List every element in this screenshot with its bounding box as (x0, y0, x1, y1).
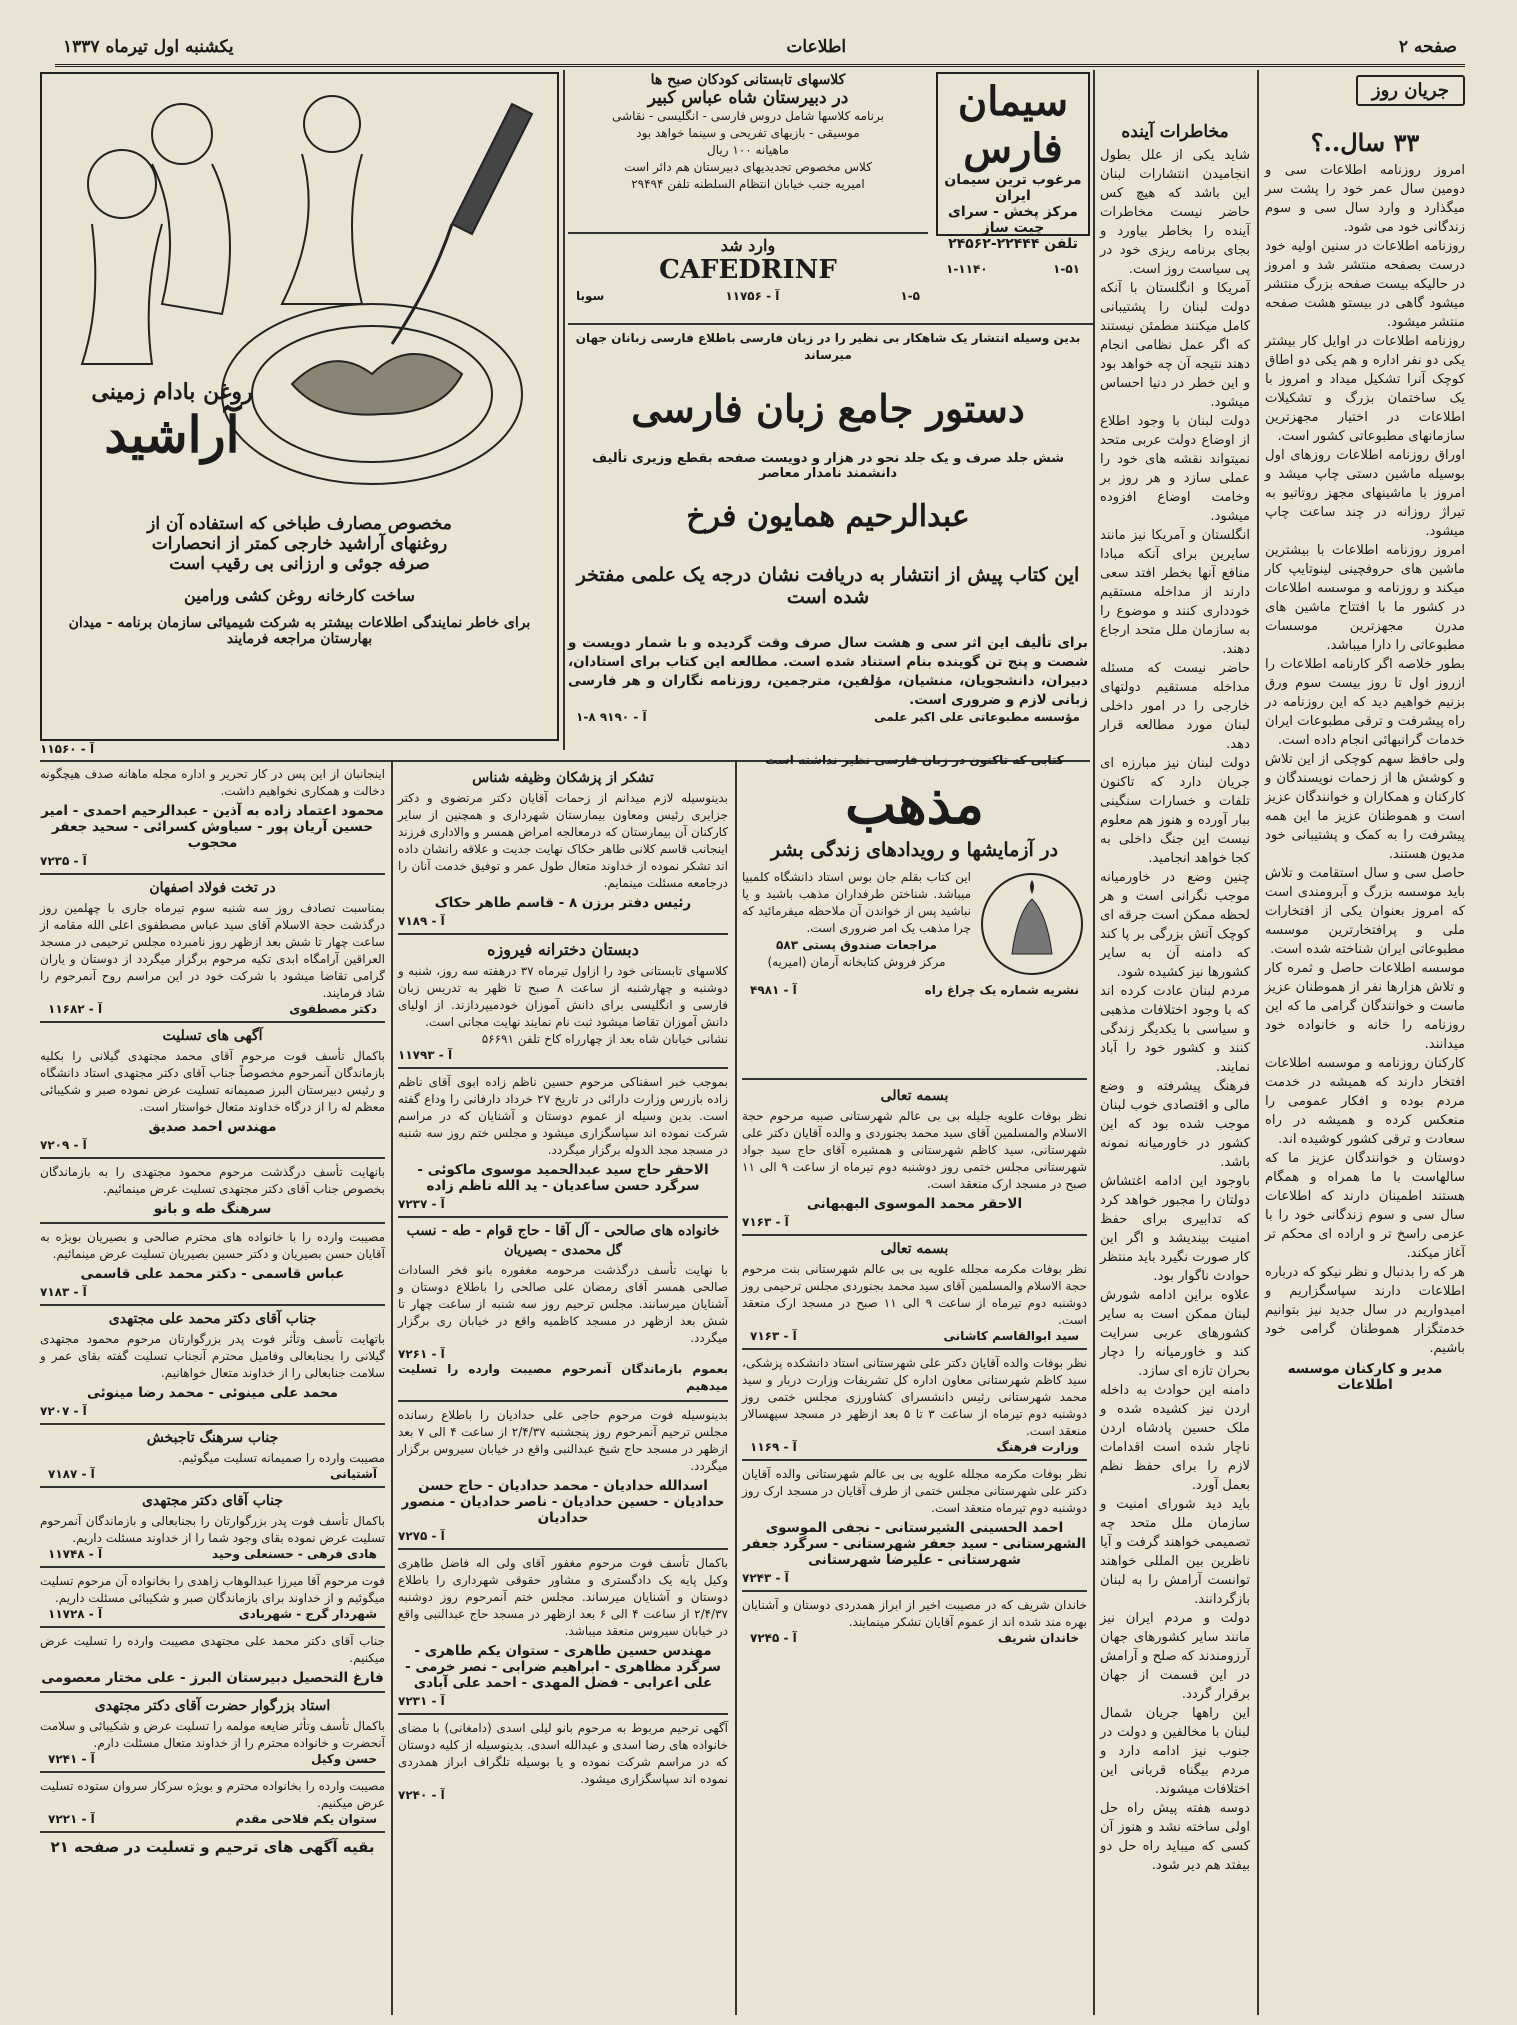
book-ad-author: عبدالرحیم همایون فرخ (686, 499, 970, 534)
commentary-paragraph: مردم لبنان عادت کرده اند که با وجود اختلافات مذهبی و سیاسی با یکدیگر زندگی کنند و کشور خود را آباد نمایند. (1100, 984, 1250, 1075)
notice-text: نظر بوفات علویه جلیله بی بی عالم شهرستانی صبیه مرحوم حجة الاسلام والمسلمین آقای سید محمد بجنوردی و والده آقایان دکتر علی شهرستانی، سید کاظم شهرستانی و همشیره آقای حاج سید جواد شهرستانی مجلس ختمی روز دوشنبه دوم تیرماه از ساعت ۹ الی ۱۱ صبح در مسجد ارک منعقد است. (742, 1109, 1088, 1191)
paper-name: اطلاعات (786, 37, 847, 57)
bottle-icon (452, 104, 532, 234)
commentary-paragraph: این راهها جریان شمال لبنان با مخالفین و دولت در جنوب نیز ادامه دارد و مردم بیگناه قربانی این اختلافات میشوند. (1100, 1706, 1250, 1797)
religion-ad-intro: کتابی که تاکنون در زبان فارسی نظیر نداشته است (765, 753, 1064, 767)
oil-ad-line: مخصوص مصارف طباخی که استفاده آن از (147, 514, 452, 534)
summer-classes-ad (568, 72, 928, 234)
column-divider (1257, 70, 1259, 2015)
notice-code: آ - ۷۲۴۰ (398, 1788, 445, 1802)
notice-signature: حسن وکیل (311, 1752, 377, 1766)
notice-code: آ - ۷۲۴۳ (742, 1571, 789, 1585)
middle-notices-column (398, 766, 728, 2016)
drug-ad-code: آ - ۱۱۷۵۶ (725, 289, 780, 303)
man-icon (88, 150, 156, 218)
notice-text: باکمال تأسف فوت پدر بزرگوارتان را بجنابعالی و بازماندگان آنمرحوم تسلیت عرض نموده بقای وجود شما را از خداوند مسئلت داریم. (40, 1514, 385, 1545)
notice-signature: الاحقر حاج سید عبدالحمید موسوی ماکوئی - سرگرد حسن ساعدیان - ید الله ناظم زاده (417, 1162, 709, 1194)
notice-code: آ - ۱۱۶۹ (750, 1440, 797, 1454)
notice-code: آ - ۷۱۸۹ (398, 914, 445, 928)
religion-book-ad (742, 752, 1087, 1072)
notice-text: خاندان شریف که در مصیبت اخیر از ابراز همدردی دوستان و آشنایان بهره مند شده اند از عموم آقایان تشکر مینمایند. (742, 1598, 1087, 1629)
drug-ad-name: CAFEDRINF (659, 255, 837, 285)
editorial-paragraph: کارکنان روزنامه و موسسه اطلاعات افتخار دارند که همیشه در خدمت مردم بوده و افکار عمومی را منعکس کرده و همیشه در راه سعادت و ترقی کشور کوشیده اند. (1265, 1056, 1465, 1147)
notice-text: نظر بوفات مکرمه مجلله علویه بی بی عالم شهرستانی والده آقایان دکتر علی شهرستانی مجلس ختمی از طرف آقایان در مسجد ارک روز دوشنبه دوم تیرماه منعقد است. (742, 1467, 1087, 1515)
notice-signature: سرهنگ طه و بانو (153, 1201, 272, 1217)
editorial-paragraph: ولی حافظ سهم کوچکی از این تلاش و کوشش ها از زحمات نویسندگان و کارکنان و همکاران و خوانندگان عزیز است و هموطنان عزیز ما این همه پیشرفت را به کمک و پشتیبانی خود مدیون هستند. (1265, 752, 1465, 862)
column-divider (1093, 70, 1095, 2015)
notice-code: آ - ۱۱۷۴۸ (48, 1547, 103, 1561)
oil-ad-line: روغنهای آراشید خارجی کمتر از انحصارات (151, 534, 448, 554)
section-kicker: جریان روز (1356, 75, 1465, 106)
notice-text: باتهایت تأسف وتأثر فوت پدر بزرگوارتان مرحوم محمود مجتهدی گیلانی را بجنابعالی وفامیل محترم آنجناب تسلیت گفته بقای عمر و سلامت جنابعالی را از خداوند متعال خواهانیم. (40, 1332, 385, 1380)
notice-code: آ - ۷۲۰۷ (40, 1404, 87, 1418)
commentary-paragraph: دولت لبنان نیز مبارزه ای جریان دارد که تاکنون تلفات و خسارات سنگینی ببار آورده و هنوز هم معلوم نیست این جنگ داخلی به کجا خواهد انجامید. (1100, 756, 1250, 866)
editorial-closing: مدیر و کارکنان موسسه اطلاعات (1287, 1361, 1443, 1393)
notice-text: فوت مرحوم آقا میرزا عبدالوهاب زاهدی را بخانواده آن مرحوم تسلیت میگوئیم و از خداوند برای بازماندگان صبر و شکیبائی مسئلت داریم. (40, 1574, 385, 1605)
notice-title: آگهی های تسلیت (162, 1028, 263, 1044)
cement-ad-sub2: مرکز پخش - سرای چیت ساز (948, 204, 1078, 236)
notice-signature: هادی فرهی - حسنعلی وحید (212, 1547, 377, 1561)
notice-signature: مهندس احمد صدیق (148, 1119, 277, 1135)
notice-code: آ - ۷۱۶۳ (742, 1215, 789, 1229)
religion-ad-store: مرکز فروش کتابخانه آرمان (امیریه) (767, 955, 946, 969)
commentary-paragraph: دولت لبنان با وجود اطلاع از اوضاع دولت عربی متحد نمیتواند نقشه های خود را عملی سازد و هر روز بر وخامت اوضاع افزوده میشود. (1100, 414, 1250, 524)
praying-hands-icon (977, 869, 1087, 979)
book-ad-intro: بدین وسیله انتشار یک شاهکار بی نظیر را در زبان فارسی باطلاع فارسی زبانان جهان میرساند (575, 331, 1081, 362)
editorial-paragraph: روزنامه اطلاعات در اوایل کار بیشتر یکی دو نفر اداره و هم یکی دو اطاق کوچک آنرا تشکیل میداد و امروز با یک ساختمان بزرگ و تشکیلات اطلاعات در اختیار مجهزترین سازمانهای مطبوعاتی کشور است. (1265, 334, 1465, 444)
notice-title: جناب آقای دکتر محمد علی مجتهدی (108, 1311, 317, 1327)
editorial-paragraph: حاصل سی و سال استقامت و تلاش باید موسسه بزرگ و آبرومندی است که امروز بعنوان یکی از افتخارات ملی و پرافتخارترین موسسه مطبوعاتی ایران شناخته شده است. (1265, 866, 1465, 957)
notice-text: مصیبت وارده را با خانواده های محترم صالحی و بصیریان بویژه به آقایان حسن بصیریان و دکتر حسین بصیریان تسلیت عرض مینمائیم. (40, 1230, 385, 1261)
notice-text: مصیبت وارده را بخانواده محترم و بویژه سرکار سروان ستوده تسلیت عرض میکنیم. (40, 1779, 385, 1810)
notice-title: استاد بزرگوار حضرت آقای دکتر مجتهدی (94, 1698, 331, 1714)
notice-text: جناب آقای دکتر محمد علی مجتهدی مصیبت وارده را تسلیت عرض میکنیم. (40, 1634, 385, 1665)
commentary-title: مخاطرات آینده (1121, 122, 1229, 142)
notices-footer: بقیه آگهی های ترحیم و تسلیت در صفحه ۲۱ (50, 1838, 375, 1856)
column-divider (391, 760, 393, 2015)
notice-signature: آشتیانی (330, 1467, 377, 1481)
oil-ad-line: صرفه جوئی و ارزانی بی رقیب است (169, 554, 430, 574)
notice-code: آ - ۷۱۶۳ (750, 1329, 797, 1343)
notice-signature: محمود اعتماد زاده به آذین - عبدالرحیم احمدی - امیر حسین آریان پور - سیاوش کسرائی - سحید جعفر محجوب (41, 803, 384, 851)
book-ad-desc: شش جلد صرف و یک جلد نحو در هزار و دویست صفحه بقطع وزیری تألیف دانشمند نامدار معاصر (591, 451, 1065, 481)
notice-text: مصیبت وارده را صمیمانه تسلیت میگوئیم. (178, 1451, 385, 1465)
book-ad-code: آ - ۹۱۹۰ ۸-۱ (576, 710, 647, 724)
classes-ad-line: ماهیانه ۱۰۰ ریال (707, 143, 789, 157)
book-ad-award: این کتاب پیش از انتشار به دریافت نشان درجه یک علمی مفتخر شده است (576, 564, 1080, 608)
notice-signature: ستوان یکم فلاحی مقدم (235, 1812, 377, 1826)
issue-date: یکشنبه اول تیرماه ۱۳۳۷ (63, 37, 234, 57)
notice-code: آ - ۷۲۳۵ (40, 854, 87, 868)
commentary-paragraph: باید دید شورای امنیت و سازمان ملل متحد چه تصمیمی خواهند گرفت و آیا ناظرین بین المللی خواهند توانست آرامش را به لبنان بازگردانند. (1100, 1497, 1250, 1607)
notice-text: اینجانبان از این پس در کار تحریر و اداره مجله ماهانه صدف هیچگونه دخالت و همکاری نخواهیم داشت. (40, 767, 385, 798)
editorial-title: ۳۳ سال..؟ (1310, 128, 1420, 157)
notice-text: بدینوسیله فوت مرحوم حاجی علی حدادیان را باطلاع رسانده مجلس ترحیم آنمرحوم روز پنجشنبه ۲/۴/۳۷ از ساعت ۴ الی ۷ بعد ازظهر در مسجد حاج شیخ عبدالنبی واقع در خیابان سیروس برگزار میگردد. (398, 1408, 728, 1473)
notice-signature: محمد علی مینوئی - محمد رضا مینوئی (86, 1385, 339, 1401)
notice-code: آ - ۱۱۷۲۸ (48, 1607, 103, 1621)
notice-text: باکمال تأسف فوت مرحوم مغفور آقای ولی اله فاضل طاهری وکیل پایه یک دادگستری و مشاور حقوقی شهرداری را باطلاع دوستان و آشنایان میرساند. مجلس ختم آنمرحوم روز دوشنبه ۲/۴/۳۷ از ساعت ۴ الی ۶ بعد ازظهر در مسجد حاج عبدالنبی واقع در خیابان سیروس منعقد میباشد. (398, 1556, 728, 1638)
cement-ad-code: ۱-۵۱ (1053, 262, 1080, 276)
commentary-paragraph: دامنه این حوادث به داخله اردن نیز کشیده شده و ملک حسین پادشاه اردن ناچار شده است اقدامات لازم را برای حفظ نظم بعمل آورد. (1100, 1383, 1250, 1493)
notice-signature: احمد الحسینی الشیرستانی - نجفی الموسوی الشهرستانی - سید جعفر شهرستانی - سرگرد جعفر شهرستانی - علیرضا شهرستانی (743, 1520, 1086, 1568)
notice-signature: شهردار گرج - شهربادی (238, 1607, 377, 1621)
notice-subtitle: گل محمدی - بصیریان (504, 1243, 622, 1258)
section-divider (568, 323, 1093, 325)
notice-text: باکمال تأسف فوت مرحوم آقای محمد مجتهدی گیلانی را بکلیه بازماندگان آنمرحوم مخصوصاً جناب آقای دکتر مجتهدی استاد دانشگاه و رئیس دبیرستان البرز صمیمانه تسلیت عرض نموده صبر و شکیبائی معظم له را از درگاه خداوند متعال خواستار است. (40, 1049, 385, 1114)
column-divider (735, 760, 737, 2015)
commentary-paragraph: دولت و مردم ایران نیز مانند سایر کشورهای جهان آرزومندند که صلح و آرامش در این قسمت از جهان برقرار گردد. (1100, 1611, 1250, 1702)
editorial-paragraph: امروز روزنامه اطلاعات با بیشترین ماشین های حروفچینی لینوتایپ کار میکند و روزنامه و موسسه اطلاعات در کشور ما با افتتاح ماشین های مدرن مجهزترین موسسات مطبوعاتی را دارا میباشد. (1265, 543, 1465, 653)
peanut-oil-ad (40, 72, 559, 741)
notice-text: بانهایت تأسف درگذشت مرحوم محمود مجتهدی را به بازماندگان بخصوص جناب آقای دکتر مجتهدی تسلیت عرض مینمائیم. (40, 1165, 385, 1196)
notice-code: آ - ۷۱۸۳ (40, 1285, 87, 1299)
notice-title: خانواده های صالحی - آل آقا - حاج قوام - طه - نسب (406, 1223, 720, 1239)
page-number: صفحه ۲ (1398, 37, 1457, 57)
mourning-notices-column (742, 1084, 1087, 2014)
notice-code: آ - ۷۲۳۱ (398, 1694, 445, 1708)
notice-signature: رئیس دفتر برزن ۸ - قاسم طاهر حکاک (434, 895, 692, 911)
notice-signature: فارغ التحصیل دبیرستان البرز - علی مختار معصومی (41, 1670, 384, 1686)
classes-ad-line: برنامه کلاسها شامل دروس فارسی - انگلیسی - نقاشی (612, 109, 884, 123)
chef-icon (152, 104, 212, 164)
grammar-book-ad (568, 330, 1088, 740)
notice-code: آ - ۷۲۶۱ (398, 1347, 445, 1361)
cement-ad-sub1: مرغوب ترین سیمان ایران (944, 172, 1082, 204)
notice-closing: بعموم بازماندگان آنمرحوم مصیبت وارده را تسلیت میدهیم (398, 1362, 728, 1393)
cement-ad (936, 72, 1090, 276)
classes-ad-school: در دبیرستان شاه عباس کبیر (647, 88, 849, 108)
editorial-paragraph: دوستان و خوانندگان عزیز ما که سالهاست با ما همراه و همگام هستند اطمینان دارند که اطلاعات سال سی و سوم زندگانی خود را با عزمی راسخ تر و اراده ای محکم تر آغاز میکند. (1265, 1151, 1465, 1261)
commentary-paragraph: باوجود این ادامه اغتشاش دولتان را مجبور خواهد کرد که تدابیری برای حفظ امنیت بیندیشد و اگر این کار صورت نگیرد باید منتظر حوادث ناگوار بود. (1100, 1174, 1250, 1284)
classes-ad-line: امیریه جنب خیابان انتظام السلطنه تلفن ۲۹۴۹۴ (631, 177, 865, 191)
classes-ad-line: کلاس مخصوص تجدیدیهای دبیرستان هم دائر است (624, 160, 872, 174)
notice-title: جناب سرهنگ تاجبخش (146, 1430, 279, 1446)
notice-signature: خاندان شریف (997, 1631, 1079, 1645)
religion-ad-code: آ - ۴۹۸۱ (750, 983, 797, 997)
notice-code: آ - ۱۱۷۹۳ (398, 1048, 453, 1062)
religion-ad-series: نشریه شماره یک چراغ راه (924, 983, 1079, 997)
woman-icon (304, 96, 360, 152)
notice-title: در تخت فولاد اصفهان (149, 880, 276, 896)
notice-text: کلاسهای تابستانی خود را ازاول تیرماه ۳۷ درهفته سه روز، شنبه و دوشنبه و چهارشنبه از ساعت ۸ صبح تا ظهر به تدریس زبان فارسی و انگلیسی برای دانش آموزان خودمیپردازند. از اولیای دانش آموزان تقاضا میشود ثبت نام نمایند نهایت مجانی است. (398, 964, 729, 1029)
notice-signature: الاحقر محمد الموسوی البهبهانی (806, 1196, 1023, 1212)
notices-column (40, 766, 385, 2016)
notice-signature: اسدالله حدادیان - محمد حدادیان - حاج حسن حدادیان - حسین حدادیان - ناصر حدادیان - منصور حدادیان (401, 1478, 725, 1526)
drug-ad (568, 236, 928, 320)
notice-code: آ - ۷۲۴۵ (750, 1631, 797, 1645)
drug-ad-arrived: وارد شد (720, 236, 776, 255)
commentary-paragraph: انگلستان و آمریکا نیز مانند سایرین برای آنکه مبادا منافع آنها بخطر افتد سعی دارند از مداخله مستقیم خودداری کنند و موضوع را به سازمان ملل متحد ارجاع دهند. (1100, 528, 1250, 657)
editorial-paragraph: روزنامه اطلاعات در سنین اولیه خود درست بصفحه منتشر شد و امروز در حالیکه بیست صفحه بزرگ منتشر میشود گاهی در بیستو هشت صفحه منتشر میشود. (1265, 239, 1465, 330)
commentary-column (1100, 118, 1250, 2015)
editorial-paragraph: اوراق روزنامه اطلاعات روزهای اول بوسیله ماشین دستی چاپ میشد و امروز با ماشینهای مجهز روتاتیو به تیراژ روزانه در چند ساعت چاپ میشود. (1265, 448, 1465, 539)
notice-signature: وزارت فرهنگ (996, 1440, 1079, 1454)
commentary-paragraph: فرهنگ پیشرفته و وضع مالی و اقتصادی خوب لبنان موجب شده بود که این کشور در خاورمیانه نمونه باشد. (1100, 1079, 1250, 1170)
religion-ad-text: این کتاب بقلم جان بوس استاد دانشگاه کلمبیا میباشد. شناختن طرفداران مذهب باشید و یا نباشید پس از خواندن آن ملاحظه میفرمائید که چرا مذهب یک امر ضروری است. (742, 870, 971, 935)
notice-signature: مهندس حسین طاهری - ستوان یکم طاهری - سرگرد مظاهری - ابراهیم ضرابی - نصر خرمی - علی اعرابی - فضل المهدی - احمد علی آبادی (405, 1643, 721, 1691)
notice-text: بموجب خبر اسفناکی مرحوم حسین ناظم زاده ابوی آقای ناظم زاده بازرس وزارت دارائی در تاریخ ۲۷ خرداد دارفانی را وداع گفته است. بدین وسیله از عموم دوستان و آشنایان که در مراسم شرکت نموده اند سپاسگزاری میشود و مجلس ختم روز سه شنبه در مسجد مجد الدوله برگزار میگردد. (398, 1075, 728, 1157)
oil-ad-line: برای خاطر نمایندگی اطلاعات بیشتر به شرکت شیمیائی سازمان برنامه - میدان بهارستان مراجعه فرمایند (68, 615, 531, 647)
notice-address: نشانی خیابان شاه بعد از چهارراه کاخ تلفن ۵۶۶۹۱ (481, 1032, 728, 1046)
notice-text: نظر بوفات مکرمه مجلله علویه بی بی عالم شهرستانی بنت مرحوم حجة الاسلام والمسلمین آقای سید محمد بجنوردی مجلس ترحیمی روز دوشنبه دوم تیرماه از ساعت ۹ الی ۱۱ صبح در مسجد ارک منعقد است. (742, 1262, 1088, 1327)
book-ad-text: برای تألیف این اثر سی و هشت سال صرف وقت گردیده و با شمار دویست و شصت و پنج تن گوینده بنام استناد شده است. مطالعه این کتاب برای استادان، دبیران، دانشجویان، منشیان، مؤلفین، مترجمین، روزنامه نگاران و هر فارسی زبانی لازم و ضروری است. (568, 635, 1088, 708)
notice-title: جناب آقای دکتر مجتهدی (141, 1493, 284, 1509)
notice-code: آ - ۷۲۲۱ (48, 1812, 95, 1826)
notice-text: با نهایت تأسف درگذشت مرحومه مغفوره بانو فخر السادات صالحی همسر آقای رمضان علی صالحی را باطلاع دوستان و آشنایان میرسانند. مجلس ترحیم روز سه شنبه از ساعت چهار تا شش بعد ازظهر در مسجد کاظمیه واقع در خیابان ری برگزار میگردد. (398, 1263, 728, 1345)
section-divider (742, 1078, 1087, 1080)
classes-ad-line: موسیقی - بازیهای تفریحی و سینما خواهد بود (636, 126, 860, 140)
commentary-paragraph: آمریکا و انگلستان با آنکه دولت لبنان را پشتیبانی کامل میکنند مطمئن نیستند که اگر عمل نظامی انجام دهند نتیجه آن چه خواهد بود و این خطر در دنیا احساس میشود. (1100, 281, 1250, 410)
oil-ad-pre: روغن بادام زمینی (91, 379, 253, 405)
notice-code: آ - ۷۲۳۷ (398, 1197, 445, 1211)
editorial-paragraph: موسسه اطلاعات حاصل و ثمره کار و تلاش هزارها نفر از هموطنان عزیز ماست و خوانندگان گرامی ما که این روزنامه را خانه و خانواده خود میدانند. (1265, 961, 1465, 1052)
notice-signature: عباس قاسمی - دکتر محمد علی قاسمی (80, 1266, 345, 1282)
oil-ad-line: ساخت کارخانه روغن کشی ورامین (184, 586, 415, 605)
notice-text: بدینوسیله لازم میدانم از زحمات آقایان دکتر مرتضوی و دکتر جزایری رئیس ومعاون بیمارستان شهرداری و همچنین از سایر کارکنان آن بیمارستان که درمعالجه امراض همسر و والاداری فرزند اینجانب قاسم کلانی طاهر حکاک نهایت جدیت و علاقه رانشان داده اند تشکر نموده از خداوند متعال طول عمر و توفیق خدمت آنان را درجامعه مسئلت مینمایم. (398, 791, 728, 890)
notice-code: آ - ۷۱۸۷ (48, 1467, 95, 1481)
editorial-paragraph: امروز روزنامه اطلاعات سی و دومین سال عمر خود را پشت سر میگذارد و وارد سال سی و سوم زندگانی خود می شود. (1265, 163, 1465, 235)
commentary-paragraph: چنین وضع در خاورمیانه موجب نگرانی است و هر لحظه ممکن است جرقه ای کوچک آتش بزرگی بر پا کند که دامنه آن به سایر کشورها نیز کشیده شود. (1100, 870, 1250, 980)
notice-text: آگهی ترحیم مربوط به مرحوم بانو لیلی اسدی (دامغانی) با مضای خانواده های رضا اسدی و عبدالله اسدی. بدینوسیله از کلیه دوستان که در مراسم شرکت نموده و یا بوسیله تلگراف ابراز همدردی نموده اند سپاسگزاری میشود. (398, 1721, 728, 1786)
notice-code: آ - ۷۲۴۱ (48, 1752, 95, 1766)
oil-ad-brand: آراشید (104, 405, 240, 464)
notice-signature: سید ابوالقاسم کاشانی (943, 1329, 1079, 1343)
notice-text: نظر بوفات والده آقایان دکتر علی شهرستانی استاد دانشکده پزشکی، سید کاظم شهرستانی معاون اداره کل تشریفات وزارت دربار و سید محمد شهرستانی رئیس دانشسرای کشاورزی مجلس ختمی روز دوشنبه دوم تیرماه از ساعت ۳ تا ۵ بعد ازظهر در مسجد سپهسالار منعقد است. (742, 1356, 1087, 1438)
notice-title: بسمه تعالی (880, 1088, 949, 1104)
drug-ad-brand: سوبا (576, 289, 605, 303)
religion-ad-buy: مراجعات صندوق پستی ۵۸۳ (776, 938, 937, 952)
editorial-paragraph: هر که را بدنبال و نظر نیکو که درباره اطلاعات دارند سپاسگزاریم و امیدواریم در سال جدید نیز بتوانیم خدمتگزار هموطنان گرامی خود باشیم. (1265, 1265, 1465, 1356)
oil-ad-code: آ - ۱۱۵۶۰ (40, 742, 95, 756)
editorial-column (1265, 75, 1465, 2015)
notice-code: آ - ۷۲۷۵ (398, 1529, 445, 1543)
cement-ad-code: ۱-۱۱۴۰ (946, 262, 988, 276)
notice-text: باکمال تأسف وتأثر ضایعه مولمه را تسلیت عرض و شکیبائی و سلامت آنحضرت و خانواده محترم را از خداوند متعال مسئلت دارم. (40, 1719, 385, 1750)
notice-title: تشکر از پزشکان وظیفه شناس (472, 770, 654, 786)
commentary-paragraph: حاضر نیست که مسئله مداخله مستقیم دولتهای خارجی را در امور داخلی لبنان مورد مطالعه قرار دهد. (1100, 661, 1250, 752)
book-ad-publisher: مؤسسه مطبوعاتی علی اکبر علمی (874, 710, 1080, 724)
notice-code: آ - ۱۱۶۸۲ (48, 1002, 103, 1016)
notice-title: بسمه تعالی (880, 1241, 949, 1257)
column-divider (563, 70, 565, 750)
commentary-paragraph: دوسه هفته پیش راه حل اولی ساخته نشد و هنوز آن کسی که میباید راه حل دو بیفتد هم دیر شود. (1100, 1801, 1250, 1873)
classes-ad-title: کلاسهای تابستانی کودکان صبح ها (650, 72, 846, 88)
notice-title: دبستان دخترانه فیروزه (487, 940, 639, 959)
notice-text: بمناسبت تصادف روز سه شنبه سوم تیرماه جاری با چهلمین روز درگذشت حجة الاسلام آقای سید عباس مصطفوی اعلی الله مقامه از ساعت چهار تا شش بعد ازظهر روز نامبرده مجلس ترحیمی در مسجد العراقین آرامگاه ابدی تکیه مرحوم برگزار میگردد از دوستان و یاران گرامی تقاضا میشود با شرکت خود در این مراسم روح آنمرحوم را شاد فرمایند. (40, 901, 385, 1000)
notice-signature: دکتر مصطفوی (289, 1002, 377, 1016)
religion-ad-sub: در آزمایشها و رویدادهای زندگی بشر (770, 839, 1059, 861)
book-ad-title: دستور جامع زبان فارسی (631, 386, 1025, 431)
religion-ad-title: مذهب (845, 772, 984, 836)
cement-ad-title: سیمان فارس (957, 78, 1069, 172)
commentary-paragraph: شاید یکی از علل بطول انجامیدن انتشارات لبنان این باشد که هیچ کس حاضر نیست مخاطرات آینده را بخاطر بیاورد و بجای برنامه ریزی خود در پی سیاست روز است. (1100, 148, 1250, 277)
page-header (55, 30, 1465, 67)
notice-code: آ - ۷۲۰۹ (40, 1138, 87, 1152)
commentary-paragraph: علاوه براین ادامه شورش لبنان ممکن است به سایر کشورهای عربی سرایت کند و خاورمیانه را دچار بحران تازه ای سازد. (1100, 1288, 1250, 1379)
cement-ad-phone: تلفن ۲۲۴۴۴-۲۴۵۶۲ (948, 236, 1078, 252)
drug-ad-code: ۱-۵ (900, 289, 920, 303)
editorial-paragraph: بطور خلاصه اگر کارنامه اطلاعات را ازروز اول تا روز بیست سوم ورق بزنیم خواهیم دید که این روزنامه در راه پیشرفت و ترقی مطبوعات ایران خدمات گرانبهائی انجام داده است. (1265, 657, 1465, 748)
